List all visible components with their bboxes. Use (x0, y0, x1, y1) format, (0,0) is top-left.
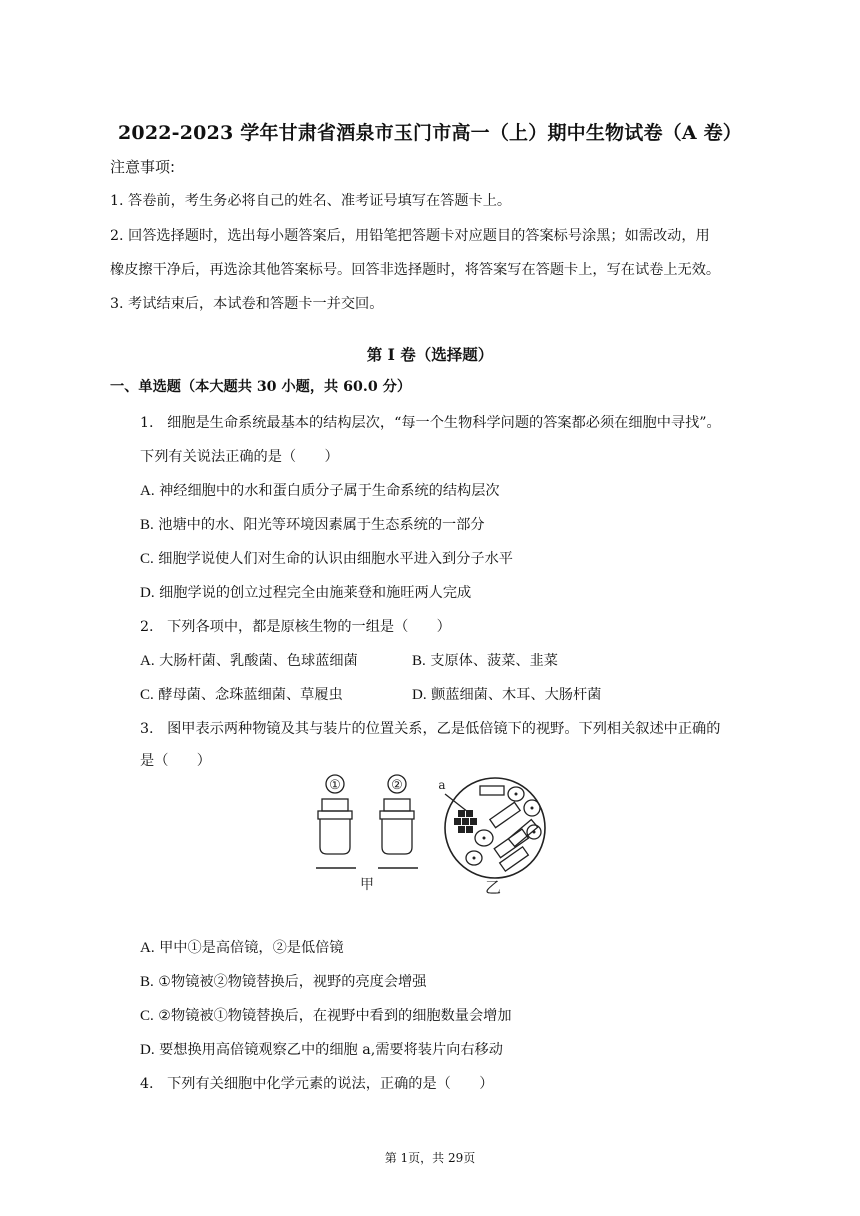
option-letter: B. (412, 653, 426, 669)
option-text: 池塘中的水、阳光等环境因素属于生态系统的一部分 (158, 517, 485, 533)
question-number: 2. (140, 619, 154, 635)
option (140, 937, 344, 957)
option-letter: B. (140, 974, 154, 990)
microscope-figure (308, 772, 558, 897)
objective-2-thread (384, 799, 410, 811)
option-letter: B. (140, 517, 154, 533)
option (412, 650, 558, 670)
option (140, 684, 343, 704)
option-letter: A. (140, 940, 155, 956)
option (140, 650, 358, 670)
option (140, 1039, 503, 1059)
question-text: 图甲表示两种物镜及其与装片的位置关系，乙是低倍镜下的视野。下列相关叙述中正确的 (167, 721, 721, 737)
option-text: 神经细胞中的水和蛋白质分子属于生命系统的结构层次 (159, 483, 500, 499)
option-text: 支原体、菠菜、韭菜 (430, 653, 558, 669)
notice-item: 1. 答卷前，考生务必将自己的姓名、准考证号填写在答题卡上。 (110, 193, 512, 209)
objective-2-body (382, 819, 412, 854)
question-text: 下列各项中，都是原核生物的一组是（ ） (167, 619, 451, 635)
option-text: 细胞学说的创立过程完全由施莱登和施旺两人完成 (159, 585, 472, 601)
figure-jia-label: 甲 (360, 877, 374, 893)
cell (494, 829, 528, 858)
option-text: ②物镜被①物镜替换后，在视野中看到的细胞数量会增加 (158, 1008, 512, 1024)
cell-cluster-a (454, 810, 477, 833)
option (140, 582, 471, 602)
option-text: ①物镜被②物镜替换后，视野的亮度会增强 (158, 974, 427, 990)
option (412, 684, 601, 704)
objective-1-label: ① (329, 778, 341, 793)
question-number: 4. (140, 1076, 154, 1092)
question-3-stem (140, 718, 720, 738)
objective-1-collar (318, 811, 352, 819)
option-letter: A. (140, 653, 155, 669)
question-4-stem (140, 1073, 493, 1093)
question-text: 细胞是生命系统最基本的结构层次，“每一个生物科学问题的答案都必须在细胞中寻找”。 (167, 415, 721, 431)
cell (500, 847, 529, 871)
option-letter: D. (140, 585, 155, 601)
cell (480, 786, 504, 795)
question-number: 3. (140, 721, 154, 737)
question-text: 是（ ） (140, 753, 211, 769)
notice-title: 注意事项: (110, 158, 176, 176)
option-text: 甲中①是高倍镜，②是低倍镜 (159, 940, 344, 956)
option-text: 颤蓝细菌、木耳、大肠杆菌 (431, 687, 602, 703)
figure-a-label: a (438, 778, 446, 792)
option-letter: A. (140, 483, 155, 499)
option-letter: C. (140, 551, 154, 567)
section-title: 第 I 卷（选择题） (366, 345, 494, 364)
question-number: 1. (140, 415, 154, 431)
option-text: 酵母菌、念珠蓝细菌、草履虫 (158, 687, 343, 703)
option (140, 514, 485, 534)
notice-item: 2. 回答选择题时，选出每小题答案后，用铅笔把答题卡对应题目的答案标号涂黑；如需改动，用 (110, 228, 710, 244)
objective-1-body (320, 819, 350, 854)
notice-item: 3. 考试结束后，本试卷和答题卡一并交回。 (110, 296, 384, 312)
option (140, 548, 513, 568)
option-text: 大肠杆菌、乳酸菌、色球蓝细菌 (159, 653, 358, 669)
question-1-stem (140, 412, 721, 432)
objective-1-thread (322, 799, 348, 811)
option-letter: C. (140, 1008, 154, 1024)
option-letter: C. (140, 687, 154, 703)
option-letter: D. (412, 687, 427, 703)
option-text: 要想换用高倍镜观察乙中的细胞 a,需要将装片向右移动 (159, 1042, 503, 1058)
notice-item: 橡皮擦干净后，再选涂其他答案标号。回答非选择题时，将答案写在答题卡上，写在试卷上无效。 (110, 262, 721, 278)
option-text: 细胞学说使人们对生命的认识由细胞水平进入到分子水平 (158, 551, 513, 567)
option (140, 971, 426, 991)
option (140, 480, 500, 500)
question-text: 下列有关细胞中化学元素的说法，正确的是（ ） (167, 1076, 494, 1092)
objective-2-collar (380, 811, 414, 819)
option-letter: D. (140, 1042, 155, 1058)
exam-title: 2022-2023 学年甘肃省酒泉市玉门市高一（上）期中生物试卷（A 卷） (117, 122, 743, 144)
question-text: 下列有关说法正确的是（ ） (140, 449, 339, 465)
question-2-stem (140, 616, 451, 636)
cell (490, 802, 520, 827)
page-footer: 第 1页，共 29页 (384, 1151, 476, 1165)
part-title: 一、单选题（本大题共 30 小题，共 60.0 分） (110, 379, 412, 395)
objective-2-label: ② (391, 778, 403, 793)
figure-yi-label: 乙 (484, 878, 502, 897)
option (140, 1005, 512, 1025)
